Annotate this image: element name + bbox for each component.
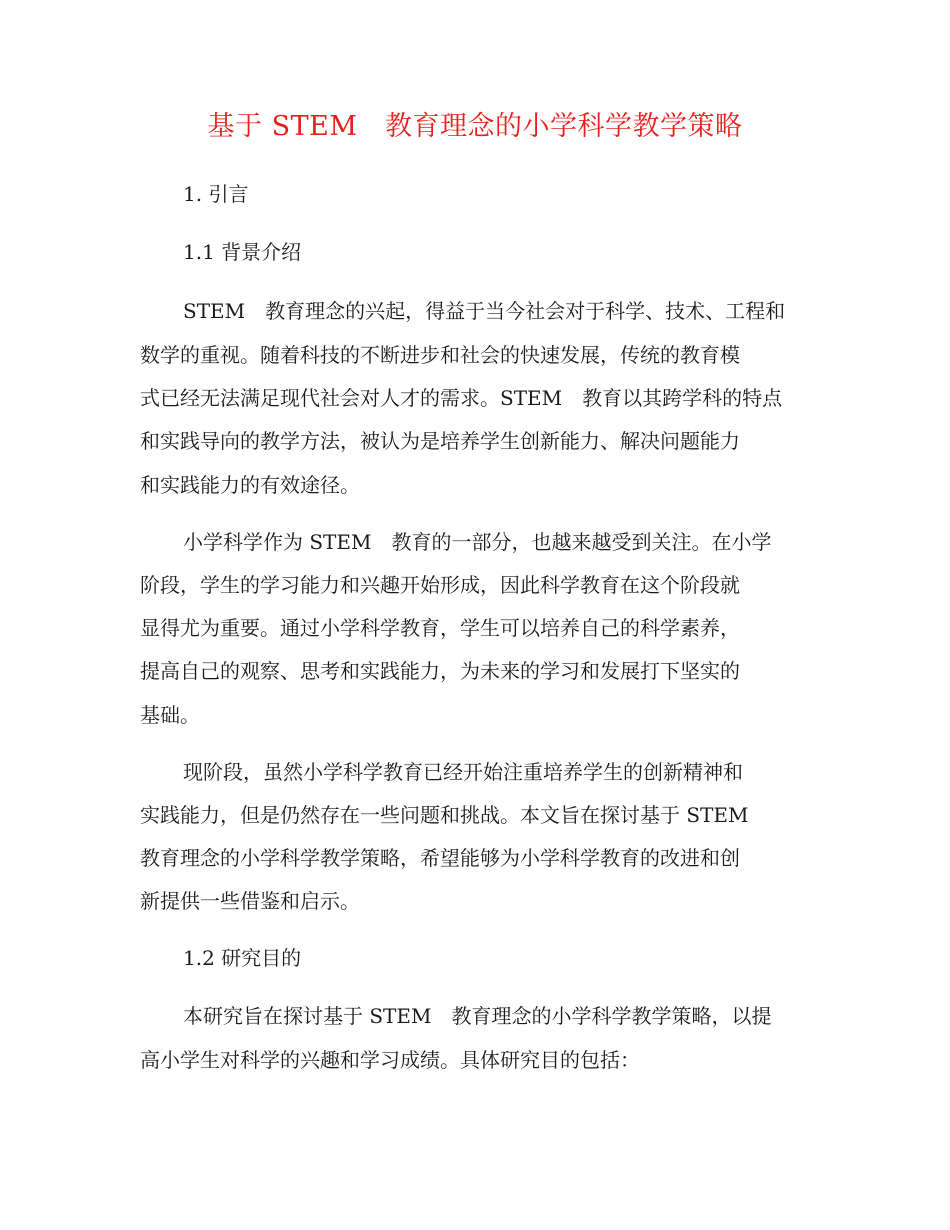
section-heading-intro: 1. 引言 (183, 182, 249, 206)
paragraph-line: 和实践导向的教学方法，被认为是培养学生创新能力、解决问题能力 (140, 429, 740, 453)
paragraph-line: 显得尤为重要。通过小学科学教育，学生可以培养自己的科学素养， (140, 616, 740, 640)
paragraph-line: 新提供一些借鉴和启示。 (140, 889, 360, 913)
paragraph-line: 高小学生对科学的兴趣和学习成绩。具体研究目的包括： (140, 1048, 640, 1072)
paragraph-line: 提高自己的观察、思考和实践能力，为未来的学习和发展打下坚实的 (140, 659, 740, 683)
paragraph-line: 和实践能力的有效途径。 (140, 473, 360, 497)
paragraph-line: 式已经无法满足现代社会对人才的需求。STEM 教育以其跨学科的特点 (140, 386, 783, 410)
paragraph-line: 教育理念的小学科学教学策略，希望能够为小学科学教育的改进和创 (140, 846, 740, 870)
paragraph-line: 基础。 (140, 703, 200, 727)
paragraph-line: 数学的重视。随着科技的不断进步和社会的快速发展，传统的教育模 (140, 343, 740, 367)
paragraph-line: 实践能力，但是仍然存在一些问题和挑战。本文旨在探讨基于 STEM (140, 803, 749, 827)
paragraph-line: 现阶段，虽然小学科学教育已经开始注重培养学生的创新精神和 (183, 760, 743, 784)
document-title: 基于 STEM 教育理念的小学科学教学策略 (207, 111, 743, 142)
paragraph-line: 阶段，学生的学习能力和兴趣开始形成，因此科学教育在这个阶段就 (140, 573, 740, 597)
paragraph-line: 本研究旨在探讨基于 STEM 教育理念的小学科学教学策略，以提 (183, 1004, 772, 1028)
section-heading-background: 1.1 背景介绍 (183, 240, 302, 264)
section-heading-purpose: 1.2 研究目的 (183, 946, 302, 970)
paragraph-line: STEM 教育理念的兴起，得益于当今社会对于科学、技术、工程和 (183, 299, 786, 323)
paragraph-line: 小学科学作为 STEM 教育的一部分，也越来越受到关注。在小学 (183, 530, 772, 554)
